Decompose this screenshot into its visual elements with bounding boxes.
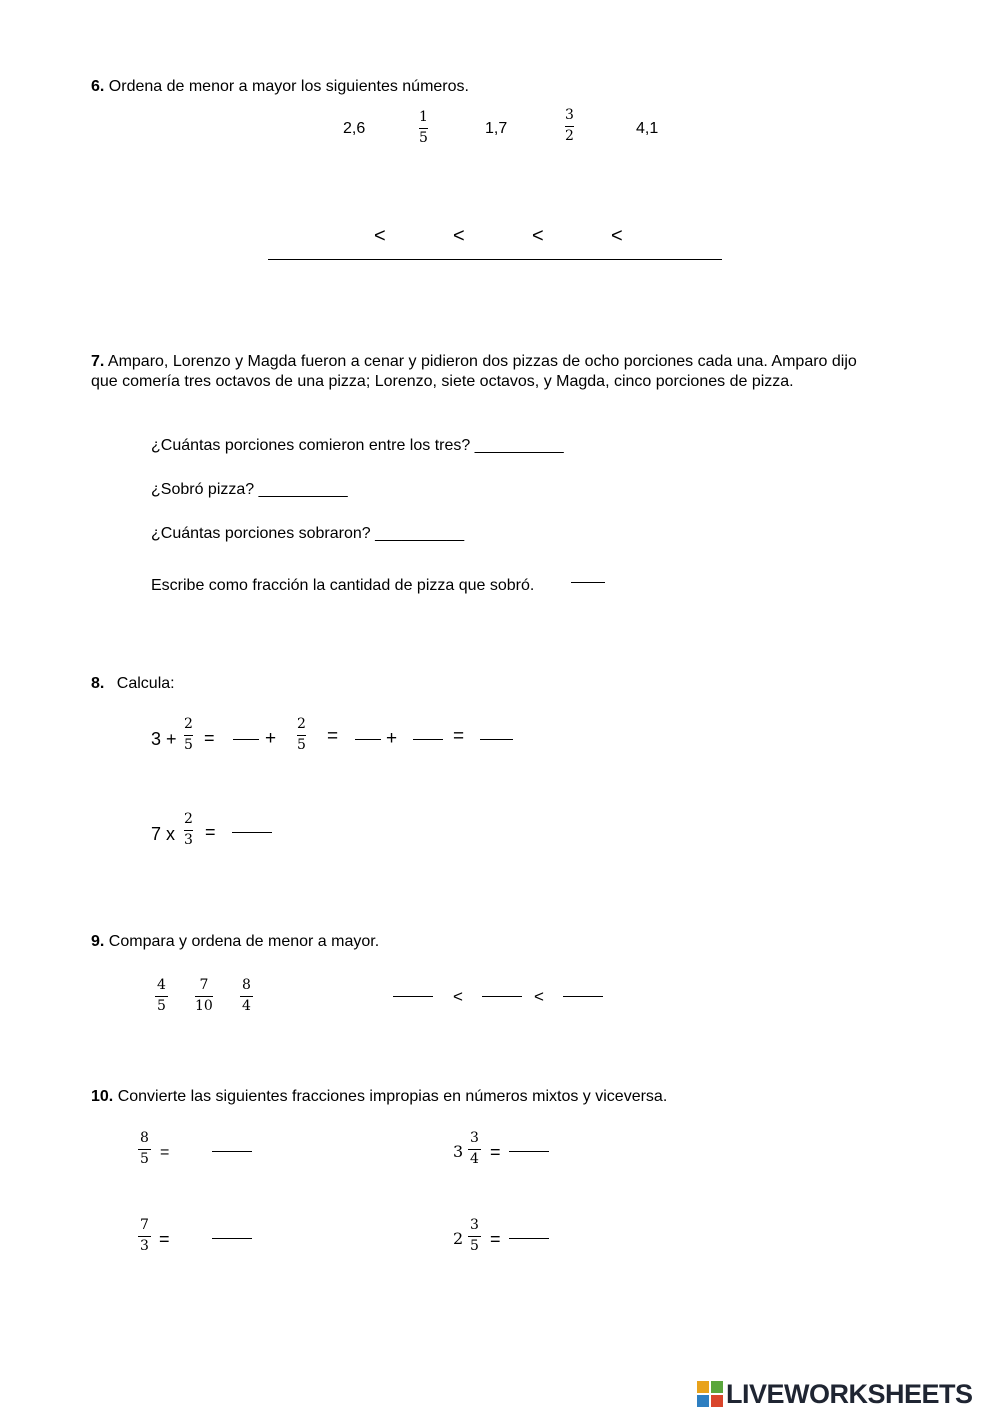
q6-number: 6. (91, 78, 105, 95)
fraction-denominator: 5 (157, 998, 166, 1014)
logo-square-1 (697, 1381, 709, 1393)
fraction-numerator: 2 (184, 716, 193, 732)
q8-number: 8. (91, 675, 105, 692)
q7-fraction-answer-blank[interactable] (571, 582, 605, 583)
fraction-numerator: 2 (184, 811, 193, 827)
fraction-bar (184, 830, 193, 831)
logo-square-2 (711, 1381, 723, 1393)
q6-answer-line[interactable] (268, 259, 722, 260)
q8-e1-blank-1[interactable] (233, 739, 259, 740)
liveworksheets-logo-icon (697, 1381, 723, 1407)
q8-e2-fraction (184, 811, 193, 849)
q6-item-4-1: 4,1 (636, 120, 659, 137)
q10-text: Convierte las siguientes fracciones impropias en números mixtos y viceversa. (117, 1088, 668, 1105)
q10-mixed-1-whole: 3 (453, 1142, 464, 1161)
q6-text: Ordena de menor a mayor los siguientes números. (108, 78, 469, 95)
q8-e2-equals: = (205, 822, 216, 842)
fraction-bar (138, 1149, 151, 1150)
q10-mixed-2-whole: 2 (453, 1229, 464, 1248)
q6-item-2-6: 2,6 (343, 120, 366, 137)
q8-e1-fraction-2 (297, 716, 306, 754)
logo-square-3 (697, 1395, 709, 1407)
q8-e2-whole: 7 x (151, 824, 176, 844)
q9-less-than-2: < (534, 987, 544, 1006)
q10-equals-4: = (490, 1229, 501, 1249)
fraction-bar (468, 1149, 481, 1150)
logo-square-4 (711, 1395, 723, 1407)
q9-blank-1[interactable] (393, 996, 433, 997)
fraction-denominator: 3 (184, 832, 193, 848)
fraction-denominator: 10 (195, 998, 213, 1014)
q8-e1-plus-2: + (386, 728, 398, 749)
q6-less-than-1: < (374, 225, 386, 247)
q10-blank-4[interactable] (509, 1238, 549, 1239)
q9-blank-2[interactable] (482, 996, 522, 997)
fraction-numerator: 3 (470, 1130, 479, 1146)
fraction-denominator: 5 (419, 130, 428, 146)
q9-fraction-7-10 (195, 977, 213, 1015)
q10-prompt (91, 1087, 667, 1107)
fraction-denominator: 5 (140, 1151, 149, 1167)
fraction-bar (565, 126, 574, 127)
q8-e1-blank-3[interactable] (413, 739, 443, 740)
q10-mixed-2-fraction (470, 1217, 479, 1255)
fraction-denominator: 5 (297, 737, 306, 753)
q9-fraction-4-5 (157, 977, 166, 1015)
q8-e1-plus-1: + (265, 728, 277, 749)
q10-blank-2[interactable] (212, 1238, 252, 1239)
q7-question-leftover[interactable]: ¿Sobró pizza? __________ (151, 481, 348, 498)
q7-number: 7. (91, 353, 105, 370)
fraction-numerator: 4 (157, 977, 166, 993)
q6-prompt (91, 77, 469, 97)
q7-prompt-line-2: que comería tres octavos de una pizza; Lorenzo, siete octavos, y Magda, cinco porciones de pizza. (91, 373, 794, 390)
fraction-denominator: 4 (470, 1151, 479, 1167)
fraction-denominator: 2 (565, 128, 574, 144)
q10-mixed-1-fraction (470, 1130, 479, 1168)
fraction-numerator: 1 (419, 109, 428, 125)
q9-number: 9. (91, 933, 105, 950)
q10-equals-3: = (490, 1142, 501, 1162)
q8-e1-equals-3: = (453, 726, 465, 747)
q9-less-than-1: < (453, 987, 463, 1006)
q10-blank-3[interactable] (509, 1151, 549, 1152)
q9-fraction-8-4 (242, 977, 251, 1015)
fraction-numerator: 2 (297, 716, 306, 732)
q7-question-portions-eaten[interactable]: ¿Cuántas porciones comieron entre los tres? __________ (151, 437, 564, 454)
fraction-denominator: 5 (470, 1238, 479, 1254)
q8-text: Calcula: (116, 675, 175, 692)
q7-text-1: Amparo, Lorenzo y Magda fueron a cenar y pidieron dos pizzas de ocho porciones cada una. Amparo dijo (107, 353, 857, 370)
fraction-bar (419, 128, 428, 129)
q6-less-than-3: < (532, 225, 544, 247)
q6-fraction-1-5 (419, 109, 428, 147)
q8-e1-blank-2[interactable] (355, 739, 381, 740)
fraction-numerator: 3 (565, 107, 574, 123)
liveworksheets-logo (697, 1377, 973, 1411)
q9-prompt (91, 932, 379, 952)
q8-e1-equals-1: = (204, 728, 215, 748)
liveworksheets-logo-text: LIVEWORKSHEETS (726, 1378, 973, 1409)
q10-equals-2: = (159, 1229, 170, 1249)
fraction-bar (468, 1236, 481, 1237)
q6-less-than-2: < (453, 225, 465, 247)
q6-fraction-3-2 (565, 107, 574, 145)
fraction-numerator: 8 (140, 1130, 149, 1146)
fraction-bar (184, 735, 193, 736)
fraction-numerator: 8 (242, 977, 251, 993)
fraction-numerator: 7 (140, 1217, 149, 1233)
fraction-bar (195, 996, 213, 997)
q8-e2-blank[interactable] (232, 832, 272, 833)
fraction-bar (138, 1236, 151, 1237)
q10-number: 10. (91, 1088, 114, 1105)
q10-fraction-8-5 (140, 1130, 149, 1168)
q9-blank-3[interactable] (563, 996, 603, 997)
fraction-denominator: 5 (184, 737, 193, 753)
q8-e1-fraction (184, 716, 193, 754)
q8-e1-whole: 3 + (151, 729, 177, 749)
fraction-bar (240, 996, 253, 997)
fraction-numerator: 3 (470, 1217, 479, 1233)
q7-question-portions-left[interactable]: ¿Cuántas porciones sobraron? __________ (151, 525, 465, 542)
fraction-bar (155, 996, 168, 997)
q7-prompt-line-1 (91, 352, 857, 372)
q6-less-than-4: < (611, 225, 623, 247)
q6-item-1-7: 1,7 (485, 120, 508, 137)
fraction-denominator: 4 (242, 998, 251, 1014)
fraction-numerator: 7 (199, 977, 209, 993)
q10-equals-1: = (160, 1144, 170, 1161)
q10-blank-1[interactable] (212, 1151, 252, 1152)
q8-e1-blank-4[interactable] (480, 739, 513, 740)
q8-e1-equals-2: = (327, 726, 339, 747)
q10-fraction-7-3 (140, 1217, 149, 1255)
fraction-bar (297, 735, 306, 736)
q9-text: Compara y ordena de menor a mayor. (108, 933, 380, 950)
q7-question-fraction: Escribe como fracción la cantidad de pizza que sobró. (151, 577, 535, 594)
fraction-denominator: 3 (140, 1238, 149, 1254)
q8-prompt (91, 674, 175, 694)
